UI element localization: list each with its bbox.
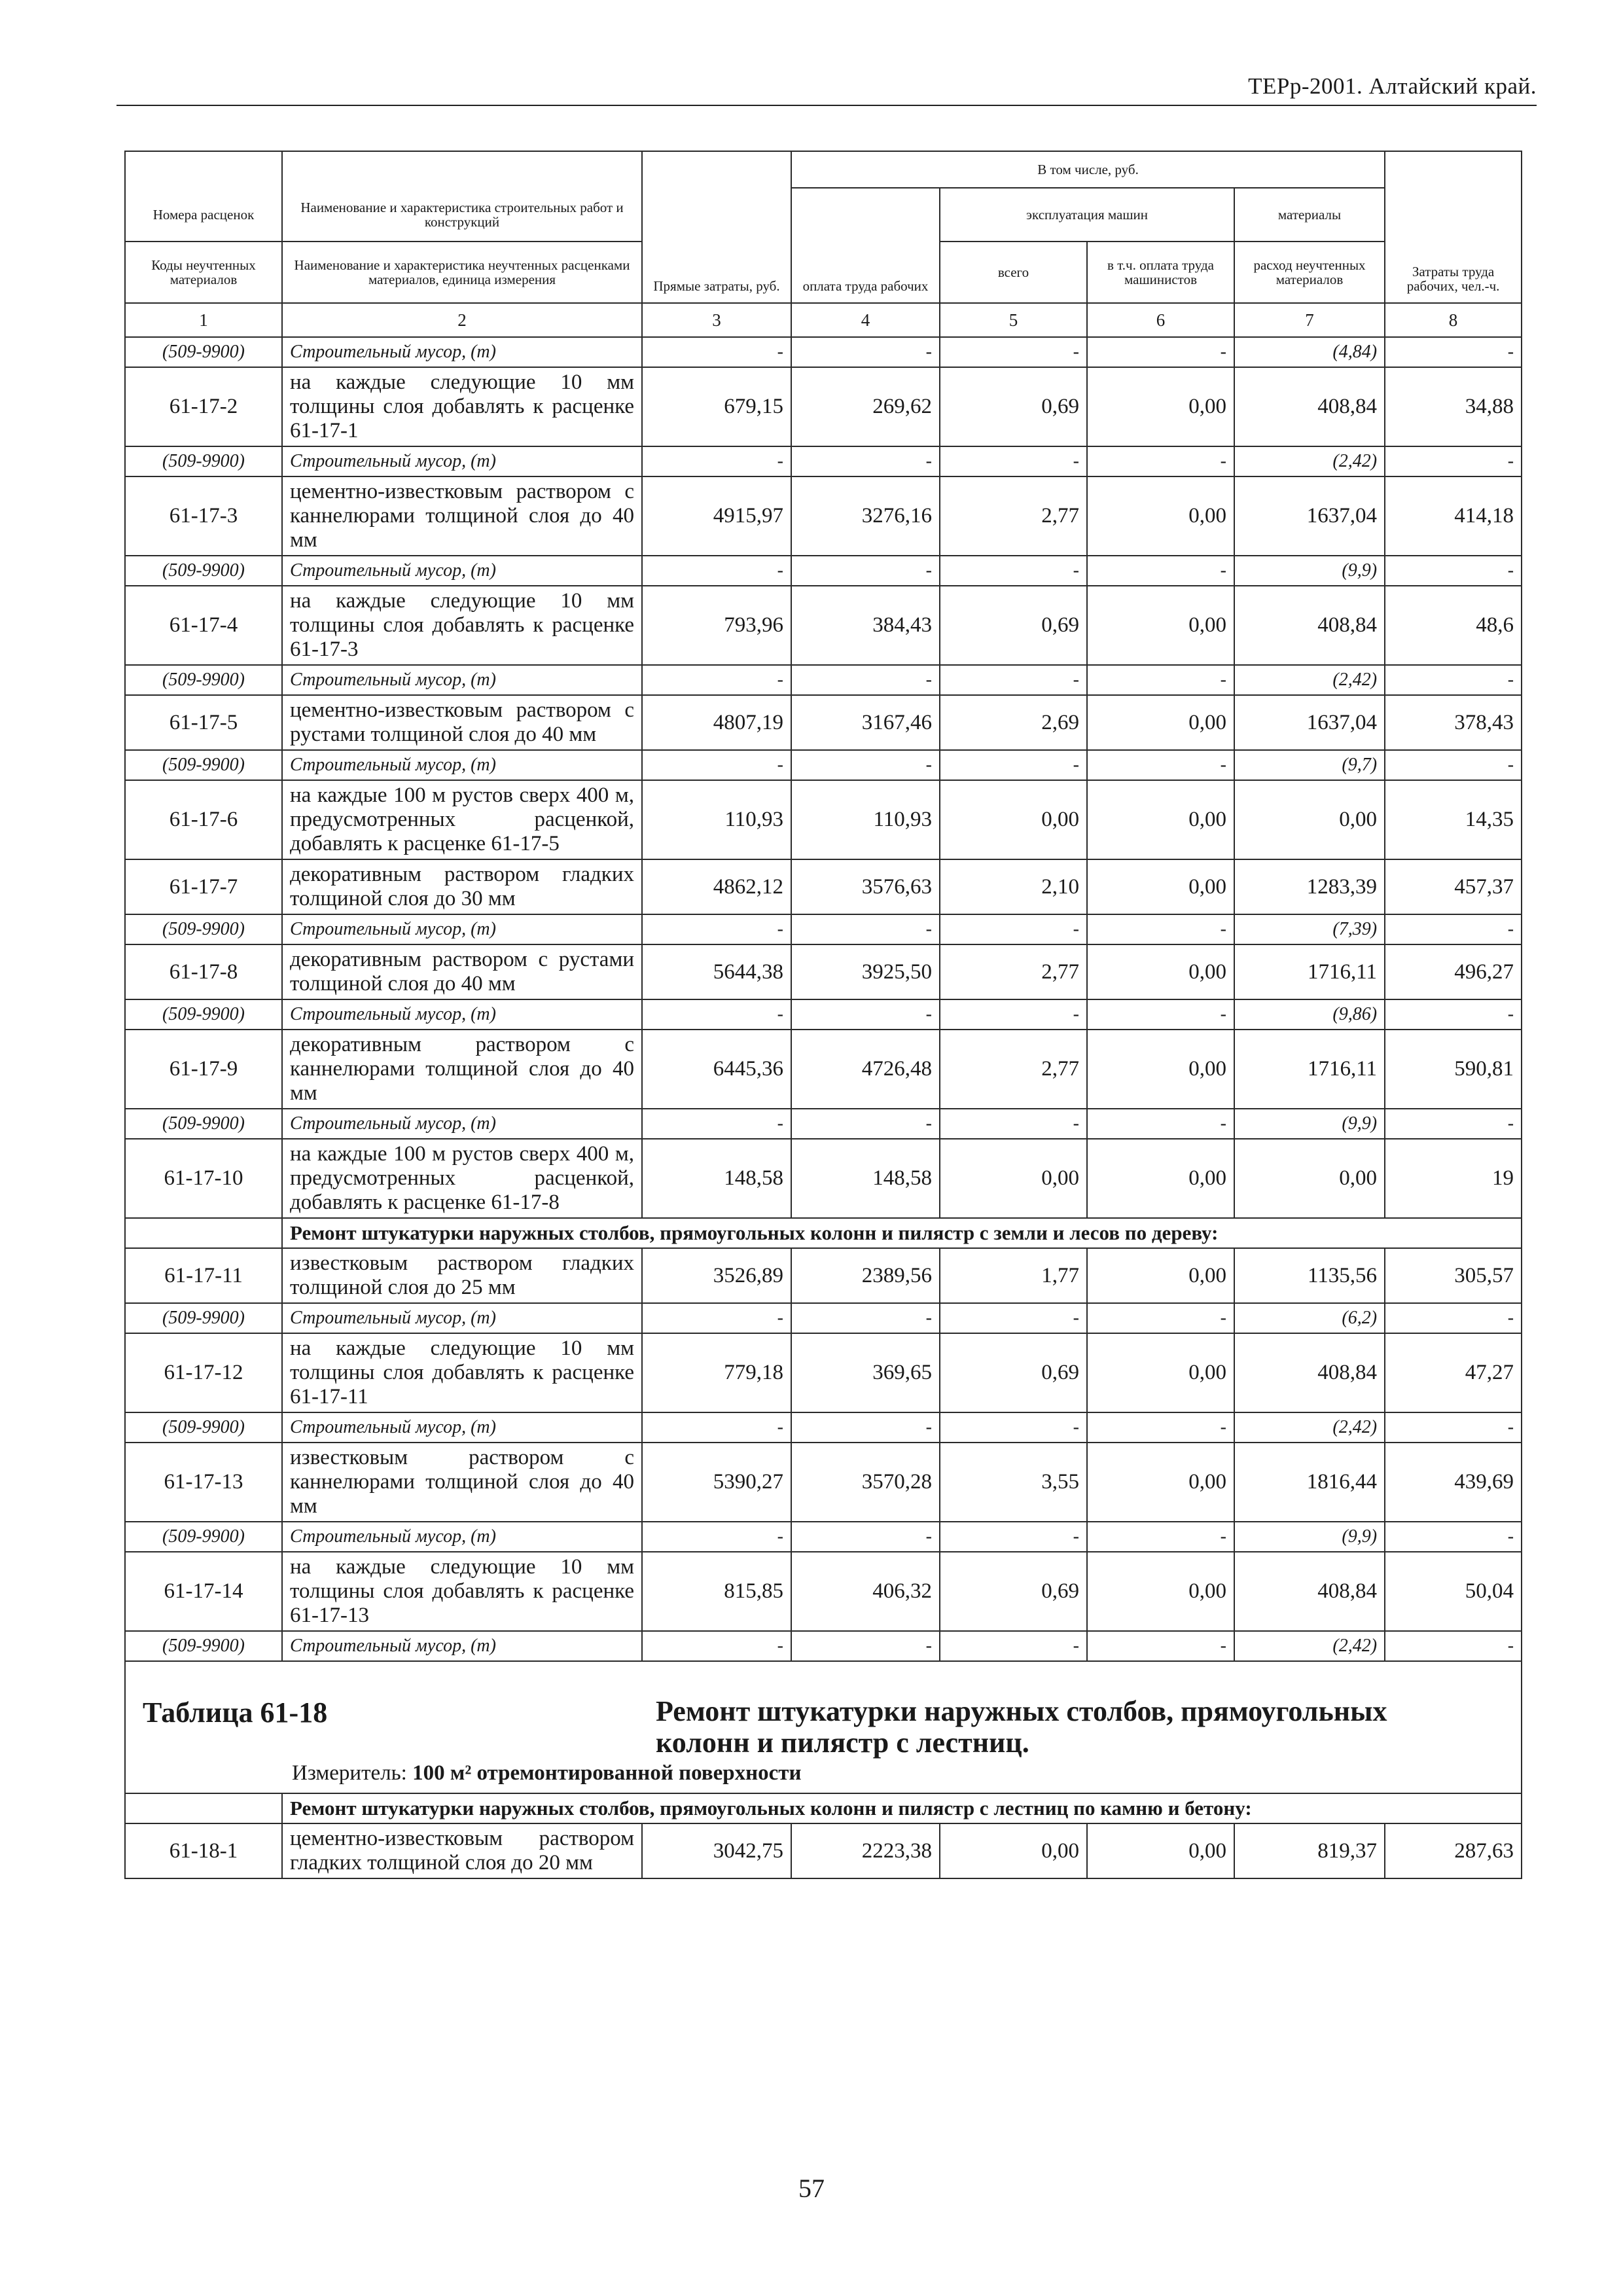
worker-pay-cell: 3576,63 [791, 859, 940, 914]
direct-costs-cell: - [642, 999, 791, 1030]
operator-pay-cell: - [1087, 750, 1234, 780]
column-number: 4 [791, 303, 940, 337]
rate-code: 61-18-1 [125, 1823, 282, 1878]
header-rule [116, 105, 1537, 106]
direct-costs-cell: 5390,27 [642, 1443, 791, 1522]
rate-row [125, 1248, 1522, 1303]
material-code: (509-9900) [125, 1522, 282, 1552]
worker-pay-cell: 3167,46 [791, 695, 940, 750]
rate-code: 61-17-8 [125, 944, 282, 999]
worker-pay-cell: 3276,16 [791, 476, 940, 556]
material-code: (509-9900) [125, 556, 282, 586]
machine-total-cell: - [940, 1109, 1087, 1139]
material-name: Строительный мусор, (т) [282, 1303, 642, 1333]
operator-pay-cell: - [1087, 446, 1234, 476]
machine-total-cell: - [940, 665, 1087, 695]
labor-costs-cell: 305,57 [1385, 1248, 1522, 1303]
direct-costs-cell: - [642, 446, 791, 476]
operator-pay-cell: 0,00 [1087, 1333, 1234, 1412]
labor-costs-cell: 287,63 [1385, 1823, 1522, 1878]
work-name: на каждые 100 м рустов сверх 400 м, предусмотренных расценкой, добавлять к расценке 61-17-5 [282, 780, 642, 859]
rate-code: 61-17-12 [125, 1333, 282, 1412]
materials-cost-cell: (7,39) [1234, 914, 1385, 944]
worker-pay-cell: 269,62 [791, 367, 940, 446]
material-row [125, 1522, 1522, 1552]
worker-pay-cell: 406,32 [791, 1552, 940, 1631]
material-row [125, 665, 1522, 695]
machine-total-cell: - [940, 914, 1087, 944]
rate-row [125, 367, 1522, 446]
rate-code: 61-17-3 [125, 476, 282, 556]
column-number-row [125, 303, 1522, 337]
work-name: декоративным раствором с каннелюрами толщиной слоя до 40 мм [282, 1030, 642, 1109]
rate-row [125, 1030, 1522, 1109]
header-worker-pay: оплата труда рабочих [791, 188, 940, 303]
worker-pay-cell: - [791, 556, 940, 586]
direct-costs-cell: 4807,19 [642, 695, 791, 750]
table-header [125, 151, 1522, 337]
labor-costs-cell: 378,43 [1385, 695, 1522, 750]
labor-costs-cell: - [1385, 337, 1522, 367]
material-name: Строительный мусор, (т) [282, 337, 642, 367]
material-code: (509-9900) [125, 446, 282, 476]
direct-costs-cell: - [642, 1303, 791, 1333]
labor-costs-cell: 414,18 [1385, 476, 1522, 556]
operator-pay-cell: 0,00 [1087, 1139, 1234, 1218]
table-title-band [125, 1661, 1522, 1793]
header-rate-number [125, 151, 282, 188]
material-row [125, 1109, 1522, 1139]
materials-cost-cell: (2,42) [1234, 446, 1385, 476]
labor-costs-cell: - [1385, 750, 1522, 780]
direct-costs-cell: - [642, 1109, 791, 1139]
worker-pay-cell: 384,43 [791, 586, 940, 665]
header-labor-costs: Затраты труда рабочих, чел.-ч. [1385, 151, 1522, 303]
materials-cost-cell: 0,00 [1234, 1139, 1385, 1218]
price-table [124, 151, 1522, 1879]
material-code: (509-9900) [125, 914, 282, 944]
labor-costs-cell: - [1385, 556, 1522, 586]
worker-pay-cell: 369,65 [791, 1333, 940, 1412]
work-name: цементно-известковым раствором гладких толщиной слоя до 20 мм [282, 1823, 642, 1878]
labor-costs-cell: - [1385, 1412, 1522, 1443]
labor-costs-cell: 19 [1385, 1139, 1522, 1218]
header-work-name-label: Наименование и характеристика строительных работ и конструкций [282, 188, 642, 242]
column-number: 7 [1234, 303, 1385, 337]
worker-pay-cell: - [791, 750, 940, 780]
work-name: на каждые следующие 10 мм толщины слоя добавлять к расценке 61-17-3 [282, 586, 642, 665]
materials-cost-cell: 1816,44 [1234, 1443, 1385, 1522]
machine-total-cell: - [940, 1412, 1087, 1443]
labor-costs-cell: 50,04 [1385, 1552, 1522, 1631]
column-number: 6 [1087, 303, 1234, 337]
machine-total-cell: - [940, 999, 1087, 1030]
material-row [125, 337, 1522, 367]
materials-cost-cell: 408,84 [1234, 367, 1385, 446]
operator-pay-cell: - [1087, 1522, 1234, 1552]
table-title: Ремонт штукатурки наружных столбов, прямоугольных колонн и пилястр с лестниц. [656, 1695, 1387, 1759]
material-code: (509-9900) [125, 665, 282, 695]
material-row [125, 914, 1522, 944]
rate-row [125, 859, 1522, 914]
section-blank [125, 1218, 282, 1248]
machine-total-cell: - [940, 750, 1087, 780]
labor-costs-cell: - [1385, 914, 1522, 944]
worker-pay-cell: - [791, 337, 940, 367]
direct-costs-cell: 5644,38 [642, 944, 791, 999]
materials-cost-cell: 1637,04 [1234, 695, 1385, 750]
materials-cost-cell: 1135,56 [1234, 1248, 1385, 1303]
worker-pay-cell: - [791, 665, 940, 695]
direct-costs-cell: 4862,12 [642, 859, 791, 914]
materials-cost-cell: 819,37 [1234, 1823, 1385, 1878]
worker-pay-cell: 148,58 [791, 1139, 940, 1218]
operator-pay-cell: - [1087, 337, 1234, 367]
material-code: (509-9900) [125, 999, 282, 1030]
direct-costs-cell: 4915,97 [642, 476, 791, 556]
machine-total-cell: 0,69 [940, 367, 1087, 446]
material-name: Строительный мусор, (т) [282, 556, 642, 586]
materials-cost-cell: 1637,04 [1234, 476, 1385, 556]
direct-costs-cell: 6445,36 [642, 1030, 791, 1109]
materials-cost-cell: (9,86) [1234, 999, 1385, 1030]
section-heading-row [125, 1793, 1522, 1823]
labor-costs-cell: 14,35 [1385, 780, 1522, 859]
work-name: на каждые следующие 10 мм толщины слоя добавлять к расценке 61-17-13 [282, 1552, 642, 1631]
direct-costs-cell: - [642, 1412, 791, 1443]
direct-costs-cell: - [642, 750, 791, 780]
machine-total-cell: - [940, 1522, 1087, 1552]
machine-total-cell: 0,69 [940, 1333, 1087, 1412]
machine-total-cell: 2,10 [940, 859, 1087, 914]
labor-costs-cell: 439,69 [1385, 1443, 1522, 1522]
labor-costs-cell: 34,88 [1385, 367, 1522, 446]
rate-row [125, 1333, 1522, 1412]
direct-costs-cell: 3526,89 [642, 1248, 791, 1303]
rate-row [125, 695, 1522, 750]
header-materials-name: Наименование и характеристика неучтенных расценками материалов, единица измерения [282, 242, 642, 303]
worker-pay-cell: - [791, 1303, 940, 1333]
material-name: Строительный мусор, (т) [282, 446, 642, 476]
header-operator-pay: в т.ч. оплата труда машинистов [1087, 242, 1234, 303]
header-total: всего [940, 242, 1087, 303]
labor-costs-cell: - [1385, 1522, 1522, 1552]
labor-costs-cell: 590,81 [1385, 1030, 1522, 1109]
direct-costs-cell: - [642, 1631, 791, 1661]
operator-pay-cell: 0,00 [1087, 695, 1234, 750]
operator-pay-cell: 0,00 [1087, 586, 1234, 665]
materials-cost-cell: (9,9) [1234, 556, 1385, 586]
operator-pay-cell: 0,00 [1087, 1443, 1234, 1522]
direct-costs-cell: 679,15 [642, 367, 791, 446]
material-name: Строительный мусор, (т) [282, 999, 642, 1030]
column-number: 1 [125, 303, 282, 337]
direct-costs-cell: - [642, 1522, 791, 1552]
header-unaccounted-materials: расход неучтенных материалов [1234, 242, 1385, 303]
rate-code: 61-17-4 [125, 586, 282, 665]
measurement-value: 100 м² отремонтированной поверхности [412, 1761, 802, 1785]
rate-code: 61-17-10 [125, 1139, 282, 1218]
operator-pay-cell: - [1087, 999, 1234, 1030]
material-row [125, 999, 1522, 1030]
labor-costs-cell: - [1385, 665, 1522, 695]
rate-row [125, 944, 1522, 999]
machine-total-cell: 2,77 [940, 944, 1087, 999]
worker-pay-cell: - [791, 1522, 940, 1552]
section-heading: Ремонт штукатурки наружных столбов, прямоугольных колонн и пилястр с земли и лесов по дереву: [282, 1218, 1522, 1248]
worker-pay-cell: 2223,38 [791, 1823, 940, 1878]
machine-total-cell: 3,55 [940, 1443, 1087, 1522]
table-number: Таблица 61-18 [143, 1696, 328, 1729]
direct-costs-cell: 779,18 [642, 1333, 791, 1412]
rate-code: 61-17-9 [125, 1030, 282, 1109]
machine-total-cell: - [940, 337, 1087, 367]
operator-pay-cell: 0,00 [1087, 859, 1234, 914]
worker-pay-cell: 4726,48 [791, 1030, 940, 1109]
worker-pay-cell: - [791, 999, 940, 1030]
material-name: Строительный мусор, (т) [282, 750, 642, 780]
direct-costs-cell: 110,93 [642, 780, 791, 859]
labor-costs-cell: 48,6 [1385, 586, 1522, 665]
machine-total-cell: 2,77 [940, 1030, 1087, 1109]
column-number: 5 [940, 303, 1087, 337]
work-name: на каждые следующие 10 мм толщины слоя добавлять к расценке 61-17-11 [282, 1333, 642, 1412]
header-machine-ops: эксплуатация машин [940, 188, 1234, 242]
materials-cost-cell: 0,00 [1234, 780, 1385, 859]
machine-total-cell: 2,69 [940, 695, 1087, 750]
rate-code: 61-17-6 [125, 780, 282, 859]
material-code: (509-9900) [125, 750, 282, 780]
material-name: Строительный мусор, (т) [282, 1631, 642, 1661]
material-name: Строительный мусор, (т) [282, 1522, 642, 1552]
operator-pay-cell: 0,00 [1087, 367, 1234, 446]
rate-code: 61-17-7 [125, 859, 282, 914]
labor-costs-cell: 457,37 [1385, 859, 1522, 914]
section-blank [125, 1793, 282, 1823]
worker-pay-cell: 2389,56 [791, 1248, 940, 1303]
rate-row [125, 586, 1522, 665]
operator-pay-cell: 0,00 [1087, 1248, 1234, 1303]
page-number: 57 [798, 2174, 825, 2203]
material-name: Строительный мусор, (т) [282, 914, 642, 944]
materials-cost-cell: (2,42) [1234, 665, 1385, 695]
materials-cost-cell: 408,84 [1234, 1552, 1385, 1631]
operator-pay-cell: - [1087, 914, 1234, 944]
operator-pay-cell: 0,00 [1087, 1823, 1234, 1878]
work-name: декоративным раствором гладких толщиной слоя до 30 мм [282, 859, 642, 914]
operator-pay-cell: - [1087, 1412, 1234, 1443]
materials-cost-cell: (9,9) [1234, 1109, 1385, 1139]
operator-pay-cell: - [1087, 665, 1234, 695]
material-code: (509-9900) [125, 1109, 282, 1139]
labor-costs-cell: 496,27 [1385, 944, 1522, 999]
direct-costs-cell: 815,85 [642, 1552, 791, 1631]
material-code: (509-9900) [125, 1412, 282, 1443]
rate-code: 61-17-2 [125, 367, 282, 446]
work-name: цементно-известковым раствором с рустами толщиной слоя до 40 мм [282, 695, 642, 750]
header-work-name [282, 151, 642, 188]
machine-total-cell: - [940, 556, 1087, 586]
operator-pay-cell: 0,00 [1087, 1030, 1234, 1109]
operator-pay-cell: - [1087, 1109, 1234, 1139]
worker-pay-cell: - [791, 1412, 940, 1443]
worker-pay-cell: - [791, 446, 940, 476]
labor-costs-cell: - [1385, 1631, 1522, 1661]
machine-total-cell: 2,77 [940, 476, 1087, 556]
materials-cost-cell: (2,42) [1234, 1631, 1385, 1661]
column-number: 2 [282, 303, 642, 337]
measurement-label: Измеритель: [292, 1761, 407, 1785]
machine-total-cell: 0,00 [940, 780, 1087, 859]
direct-costs-cell: 793,96 [642, 586, 791, 665]
operator-pay-cell: 0,00 [1087, 780, 1234, 859]
worker-pay-cell: 3570,28 [791, 1443, 940, 1522]
rate-code: 61-17-14 [125, 1552, 282, 1631]
material-row [125, 556, 1522, 586]
work-name: цементно-известковым раствором с каннелюрами толщиной слоя до 40 мм [282, 476, 642, 556]
table-title-wrap [126, 1662, 1521, 1793]
direct-costs-cell: - [642, 556, 791, 586]
material-row [125, 1303, 1522, 1333]
direct-costs-cell: - [642, 665, 791, 695]
machine-total-cell: 1,77 [940, 1248, 1087, 1303]
measurement-unit [292, 1761, 801, 1785]
materials-cost-cell: (2,42) [1234, 1412, 1385, 1443]
materials-cost-cell: (9,9) [1234, 1522, 1385, 1552]
rate-row [125, 1823, 1522, 1878]
header-direct-costs: Прямые затраты, руб. [642, 151, 791, 303]
labor-costs-cell: - [1385, 999, 1522, 1030]
materials-cost-cell: 408,84 [1234, 1333, 1385, 1412]
rate-row [125, 1552, 1522, 1631]
material-row [125, 446, 1522, 476]
header-including: В том числе, руб. [791, 151, 1385, 188]
machine-total-cell: - [940, 1303, 1087, 1333]
direct-costs-cell: 148,58 [642, 1139, 791, 1218]
work-name: на каждые следующие 10 мм толщины слоя добавлять к расценке 61-17-1 [282, 367, 642, 446]
material-code: (509-9900) [125, 1631, 282, 1661]
work-name: декоративным раствором с рустами толщиной слоя до 40 мм [282, 944, 642, 999]
labor-costs-cell: 47,27 [1385, 1333, 1522, 1412]
rate-row [125, 1139, 1522, 1218]
direct-costs-cell: 3042,75 [642, 1823, 791, 1878]
machine-total-cell: 0,00 [940, 1823, 1087, 1878]
running-header: ТЕРр-2001. Алтайский край. [1248, 73, 1537, 99]
worker-pay-cell: - [791, 914, 940, 944]
header-codes: Коды неучтенных материалов [125, 242, 282, 303]
price-table-container [124, 151, 1521, 1879]
materials-cost-cell: 1716,11 [1234, 944, 1385, 999]
materials-cost-cell: (6,2) [1234, 1303, 1385, 1333]
direct-costs-cell: - [642, 337, 791, 367]
header-rate-number-label: Номера расценок [125, 188, 282, 242]
operator-pay-cell: 0,00 [1087, 944, 1234, 999]
labor-costs-cell: - [1385, 1303, 1522, 1333]
machine-total-cell: - [940, 446, 1087, 476]
work-name: известковым раствором с каннелюрами толщиной слоя до 40 мм [282, 1443, 642, 1522]
materials-cost-cell: 1716,11 [1234, 1030, 1385, 1109]
rate-code: 61-17-13 [125, 1443, 282, 1522]
materials-cost-cell: 1283,39 [1234, 859, 1385, 914]
table-title-row [125, 1661, 1522, 1793]
materials-cost-cell: 408,84 [1234, 586, 1385, 665]
material-row [125, 1631, 1522, 1661]
material-name: Строительный мусор, (т) [282, 1109, 642, 1139]
rate-code: 61-17-5 [125, 695, 282, 750]
operator-pay-cell: 0,00 [1087, 1552, 1234, 1631]
operator-pay-cell: - [1087, 556, 1234, 586]
work-name: на каждые 100 м рустов сверх 400 м, предусмотренных расценкой, добавлять к расценке 61-17-8 [282, 1139, 642, 1218]
machine-total-cell: 0,69 [940, 1552, 1087, 1631]
materials-cost-cell: (9,7) [1234, 750, 1385, 780]
material-code: (509-9900) [125, 337, 282, 367]
materials-cost-cell: (4,84) [1234, 337, 1385, 367]
worker-pay-cell: - [791, 1109, 940, 1139]
operator-pay-cell: 0,00 [1087, 476, 1234, 556]
rate-row [125, 780, 1522, 859]
material-name: Строительный мусор, (т) [282, 1412, 642, 1443]
rate-row [125, 1443, 1522, 1522]
operator-pay-cell: - [1087, 1631, 1234, 1661]
table-body [125, 337, 1522, 1878]
material-name: Строительный мусор, (т) [282, 665, 642, 695]
machine-total-cell: 0,00 [940, 1139, 1087, 1218]
labor-costs-cell: - [1385, 446, 1522, 476]
column-number: 3 [642, 303, 791, 337]
machine-total-cell: 0,69 [940, 586, 1087, 665]
operator-pay-cell: - [1087, 1303, 1234, 1333]
worker-pay-cell: 3925,50 [791, 944, 940, 999]
header-materials: материалы [1234, 188, 1385, 242]
direct-costs-cell: - [642, 914, 791, 944]
section-heading: Ремонт штукатурки наружных столбов, прямоугольных колонн и пилястр с лестниц по камню и бетону: [282, 1793, 1522, 1823]
work-name: известковым раствором гладких толщиной слоя до 25 мм [282, 1248, 642, 1303]
rate-row [125, 476, 1522, 556]
material-code: (509-9900) [125, 1303, 282, 1333]
worker-pay-cell: 110,93 [791, 780, 940, 859]
labor-costs-cell: - [1385, 1109, 1522, 1139]
machine-total-cell: - [940, 1631, 1087, 1661]
material-row [125, 1412, 1522, 1443]
material-row [125, 750, 1522, 780]
rate-code: 61-17-11 [125, 1248, 282, 1303]
column-number: 8 [1385, 303, 1522, 337]
worker-pay-cell: - [791, 1631, 940, 1661]
section-heading-row [125, 1218, 1522, 1248]
